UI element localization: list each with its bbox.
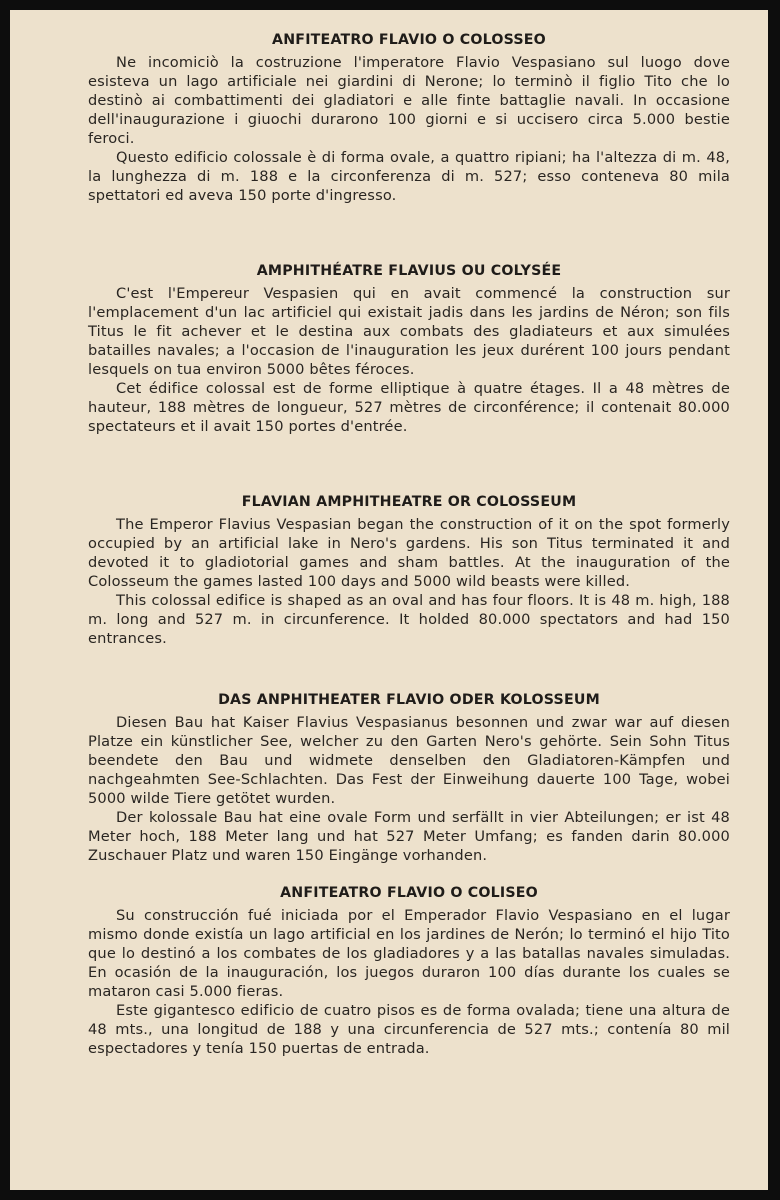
section-title-italian: ANFITEATRO FLAVIO O COLOSSEO (272, 32, 546, 48)
section-title-german: DAS ANPHITHEATER FLAVIO ODER KOLOSSEUM (218, 692, 600, 708)
section-german (88, 692, 730, 865)
paragraph-spanish-1: Su construcción fué iniciada por el Emperador Flavio Vespasiano en el lugar mismo donde existía un lago artificial en los jardines de Nerón; lo terminó el hijo Tito que lo destinó a los combates de los gladiadores y a las batallas navales simuladas. En ocasión de la inauguración, los juegos duraron 100 días durante los cuales se mataron casi 5.000 fieras. (88, 907, 730, 1000)
paragraph-german-1: Diesen Bau hat Kaiser Flavius Vespasianus besonnen und zwar war auf diesen Platze ein künstlicher See, welcher zu den Garten Nero's gehörte. Sein Sohn Titus beendete den Bau und widmete denselben den Gladiatoren-Kämpfen und nachgeahmten See-Schlachten. Das Fest der Einweihung dauerte 100 Tage, wobei 5000 wilde Tiere getötet wurden. (88, 714, 730, 807)
section-title-french: AMPHITHÉATRE FLAVIUS OU COLYSÉE (256, 263, 562, 279)
paragraph-italian-2: Questo edificio colossale è di forma ovale, a quattro ripiani; ha l'altezza di m. 48, la lunghezza di m. 188 e la circonferenza di m. 527; esso conteneva 80 mila spettatori ed aveva 150 porte d'ingresso. (88, 149, 730, 204)
section-english (88, 494, 730, 648)
postcard-back (10, 10, 768, 1190)
section-italian (88, 32, 730, 205)
paragraph-french-2: Cet édifice colossal est de forme elliptique à quatre étages. Il a 48 mètres de hauteur, 188 mètres de longueur, 527 mètres de circonférence; il contenait 80.000 spectateurs et il avait 150 portes d'entrée. (88, 380, 730, 435)
paragraph-english-2: This colossal edifice is shaped as an oval and has four floors. It is 48 m. high, 188 m. long and 527 m. in circunference. It holded 80.000 spectators and had 150 entrances. (88, 592, 730, 647)
paragraph-english-1: The Emperor Flavius Vespasian began the construction of it on the spot formerly occupied by an artificial lake in Nero's gardens. His son Titus terminated it and devoted it to gladiotorial games and sham battles. At the inauguration of the Colosseum the games lasted 100 days and 5000 wild beasts were killed. (88, 516, 730, 590)
paragraph-italian-1: Ne incomiciò la costruzione l'imperatore Flavio Vespasiano sul luogo dove esisteva un lago artificiale nei giardini di Nerone; lo terminò il figlio Tito che lo destinò ai combattimenti dei gladiatori e alle finte battaglie navali. In occasione dell'inaugurazione i giuochi durarono 100 giorni e si uccisero circa 5.000 bestie feroci. (88, 54, 730, 147)
paragraph-french-1: C'est l'Empereur Vespasien qui en avait commencé la construction sur l'emplacement d'un lac artificiel qui existait jadis dans les jardins de Néron; son fils Titus le fit achever et le destina aux combats des gladiateurs et aux simulées batailles navales; a l'occasion de l'inauguration les jeux durérent 100 jours pendant lesquels on tua environ 5000 bêtes féroces. (88, 285, 730, 378)
section-french (88, 263, 730, 436)
paragraph-spanish-2: Este gigantesco edificio de cuatro pisos es de forma ovalada; tiene una altura de 48 mts., una longitud de 188 y una circunferencia de 527 mts.; contenía 80 mil espectadores y tenía 150 puertas de entrada. (88, 1002, 730, 1057)
section-spanish (88, 885, 730, 1058)
paragraph-german-2: Der kolossale Bau hat eine ovale Form und serfällt in vier Abteilungen; er ist 48 Meter hoch, 188 Meter lang und hat 527 Meter Umfang; es fanden darin 80.000 Zuschauer Platz und waren 150 Eingänge vorhanden. (88, 809, 730, 864)
section-title-english: FLAVIAN AMPHITHEATRE OR COLOSSEUM (241, 494, 577, 510)
section-title-spanish: ANFITEATRO FLAVIO O COLISEO (280, 885, 538, 901)
